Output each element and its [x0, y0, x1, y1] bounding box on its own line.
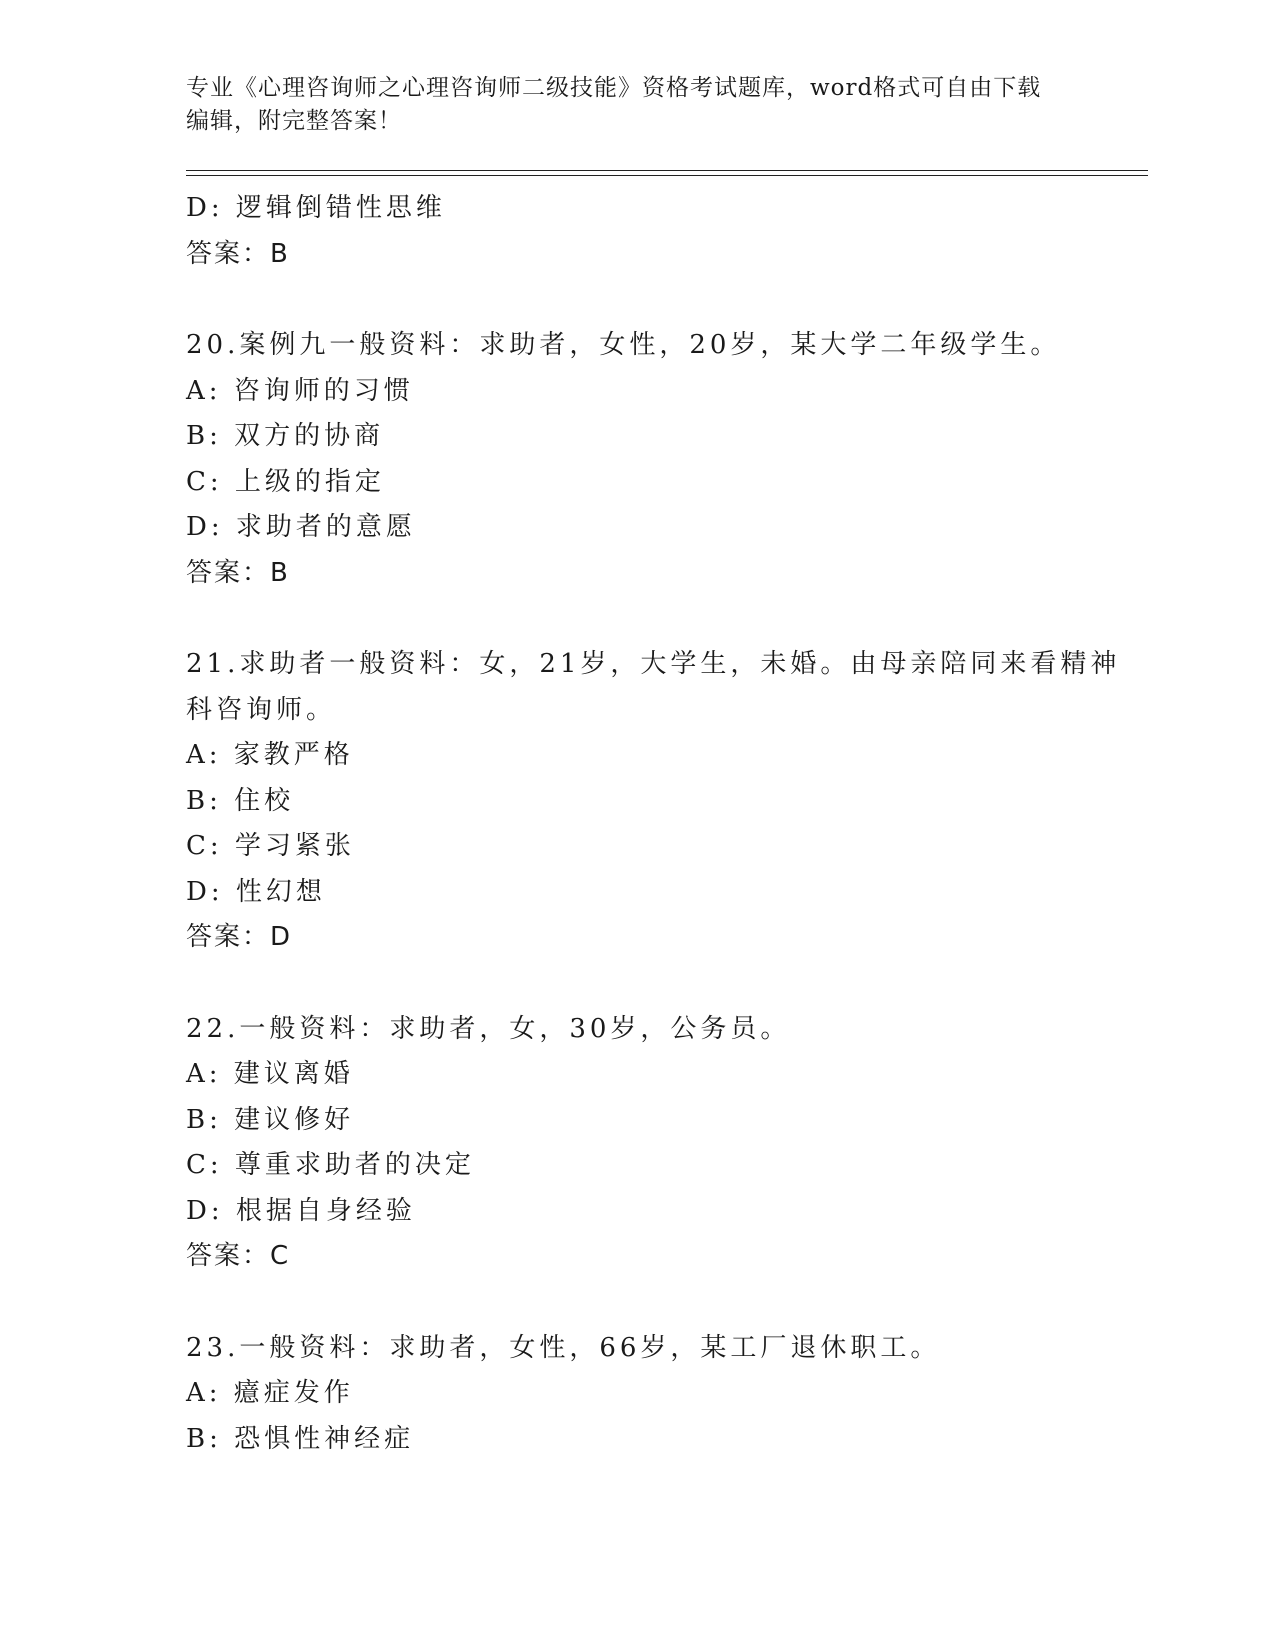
option-b: B: 双方的协商	[186, 421, 385, 451]
option-a: A: 家教严格	[186, 740, 354, 770]
header-line-1: 专业《心理咨询师之心理咨询师二级技能》资格考试题库，word格式可自由下载	[186, 75, 1042, 101]
question-20	[186, 323, 1146, 596]
question-list	[186, 186, 1146, 1462]
answer: 答案：D	[186, 922, 293, 952]
prev-answer: 答案：B	[186, 238, 290, 269]
prev-option-d: D: 逻辑倒错性思维	[186, 193, 446, 223]
option-a: A: 建议离婚	[186, 1059, 354, 1089]
question-stem: 23.一般资料：求助者，女性，66岁，某工厂退休职工。	[186, 1332, 941, 1363]
question-stem-line-1: 21.求助者一般资料：女，21岁，大学生，未婚。由母亲陪同来看精神	[186, 649, 1121, 679]
answer: 答案：B	[186, 557, 290, 588]
question-stem-line-2: 科咨询师。	[186, 694, 337, 725]
option-b: B: 建议修好	[186, 1104, 355, 1135]
option-d: D: 根据自身经验	[186, 1195, 416, 1226]
header-rule-top	[186, 170, 1148, 171]
option-c: C: 上级的指定	[186, 466, 385, 497]
header-line-2: 编辑，附完整答案！	[186, 108, 402, 134]
option-b: B: 住校	[186, 785, 295, 816]
option-a: A: 咨询师的习惯	[186, 375, 414, 406]
option-a: A: 癔症发作	[186, 1378, 354, 1408]
option-c: C: 学习紧张	[186, 831, 355, 861]
option-d: D: 求助者的意愿	[186, 512, 416, 542]
option-b: B: 恐惧性神经症	[186, 1423, 415, 1454]
question-stem: 20.案例九一般资料：求助者，女性，20岁，某大学二年级学生。	[186, 330, 1061, 360]
question-23	[186, 1326, 1146, 1463]
question-21	[186, 642, 1146, 961]
question-22	[186, 1007, 1146, 1280]
header-rule-bottom	[186, 175, 1148, 176]
question-stem: 22.一般资料：求助者，女，30岁，公务员。	[186, 1013, 791, 1044]
document-header	[186, 72, 1086, 138]
answer: 答案：C	[186, 1241, 291, 1271]
option-c: C: 尊重求助者的决定	[186, 1150, 475, 1180]
option-d: D: 性幻想	[186, 876, 326, 907]
